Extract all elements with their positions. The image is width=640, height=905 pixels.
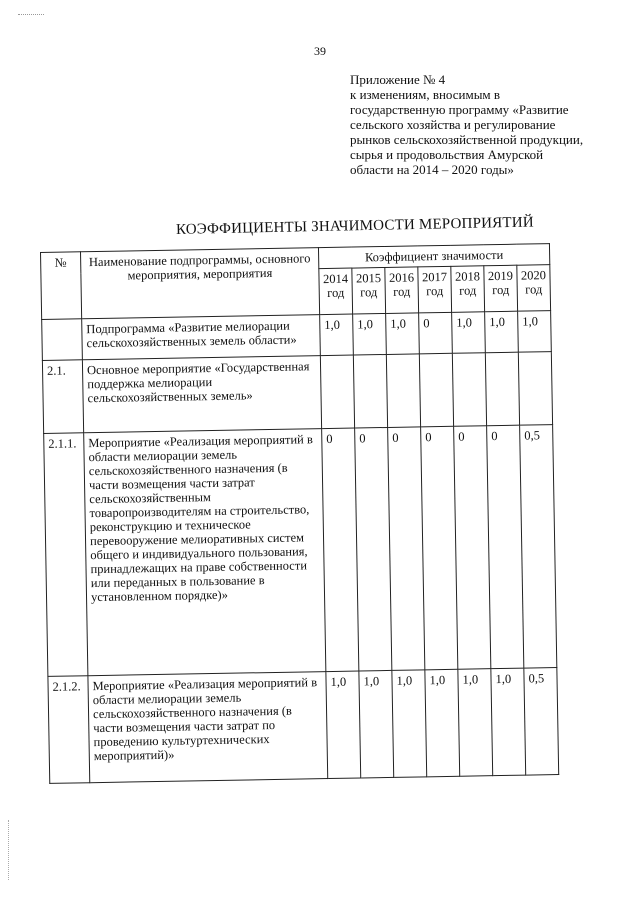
row-value: 1,0 — [425, 669, 460, 777]
row-name: Подпрограмма «Развитие мелиорации сельскохозяйственных земель области» — [82, 315, 321, 360]
row-num — [42, 319, 83, 361]
header-coefficient: Коэффициент значимости — [318, 244, 549, 269]
row-value: 1,0 — [320, 314, 354, 356]
row-name: Основное мероприятие «Государственная поддержка мелиорации сельскохозяйственных земель» — [82, 356, 321, 433]
header-year: 2014 год — [319, 268, 353, 315]
row-value: 1,0 — [392, 670, 427, 778]
row-value — [452, 353, 486, 427]
row-value: 1,0 — [485, 311, 519, 353]
row-value: 1,0 — [353, 313, 387, 355]
header-year: 2019 год — [484, 265, 518, 312]
appendix-line: сельского хозяйства и регулирование — [350, 117, 556, 132]
row-value: 0 — [421, 426, 458, 670]
scan-mark-left — [8, 820, 9, 880]
appendix-line: области на 2014 – 2020 годы» — [350, 162, 514, 177]
appendix-line: сырья и продовольствия Амурской — [350, 147, 544, 162]
header-year: 2015 год — [352, 267, 386, 314]
appendix-note — [350, 72, 620, 177]
row-value — [419, 353, 453, 427]
header-name: Наименование подпрограммы, основного мероприятия, мероприятия — [81, 248, 320, 319]
row-value: 1,0 — [458, 669, 493, 777]
row-value: 0 — [322, 428, 359, 672]
row-value — [320, 355, 354, 429]
appendix-line: к изменениям, вносимым в — [350, 87, 501, 102]
header-year: 2016 год — [385, 267, 419, 314]
row-name: Мероприятие «Реализация мероприятий в области мелиорации земель сельскохозяйственного назначения (в части возмещения части затрат сельскохозяйственным товаропроизводителям на строительство, реконструкцию и техническое перевооружение мелиоративных систем общего и индивидуального пользования, принадлежащих на праве собственности или переданных в пользование в установленном порядке)» — [84, 429, 326, 676]
row-value: 0,5 — [520, 425, 557, 669]
row-name: Мероприятие «Реализация мероприятий в области мелиорации земель сельскохозяйственного назначения (в части возмещения части затрат по проведению культуртехнических мероприятий)» — [88, 672, 328, 783]
appendix-line: Приложение № 4 — [350, 72, 446, 87]
row-value: 0 — [388, 427, 425, 671]
row-value: 1,0 — [518, 311, 552, 353]
row-value: 0 — [487, 425, 524, 669]
row-value — [353, 354, 387, 428]
row-value — [518, 352, 552, 426]
row-value: 1,0 — [452, 312, 486, 354]
row-num: 2.1.2. — [48, 676, 90, 784]
appendix-line: рынков сельскохозяйственной продукции, — [350, 132, 584, 147]
row-value — [485, 352, 519, 426]
row-value: 0 — [419, 312, 453, 354]
row-value: 1,0 — [386, 313, 420, 355]
row-value: 1,0 — [326, 671, 361, 779]
row-value: 0,5 — [524, 668, 559, 776]
page-number: 39 — [314, 44, 326, 58]
row-value — [386, 354, 420, 428]
coefficients-table-wrapper — [40, 243, 559, 784]
row-value: 0 — [454, 426, 491, 670]
header-year: 2018 год — [451, 266, 485, 313]
table-row — [48, 668, 559, 784]
appendix-line: государственную программу «Развитие — [350, 102, 569, 117]
header-year: 2020 год — [517, 265, 551, 312]
table-row — [42, 352, 552, 434]
row-num: 2.1.1. — [44, 433, 88, 677]
row-value: 1,0 — [491, 668, 526, 776]
scan-mark-top — [18, 14, 44, 15]
row-value: 1,0 — [359, 670, 394, 778]
row-num: 2.1. — [42, 360, 83, 434]
header-num: № — [41, 252, 82, 320]
row-value: 0 — [355, 427, 392, 671]
coefficients-table — [40, 243, 559, 784]
header-year: 2017 год — [418, 266, 452, 313]
table-row — [44, 425, 557, 677]
document-title: КОЭФФИЦИЕНТЫ ЗНАЧИМОСТИ МЕРОПРИЯТИЙ — [175, 214, 535, 238]
